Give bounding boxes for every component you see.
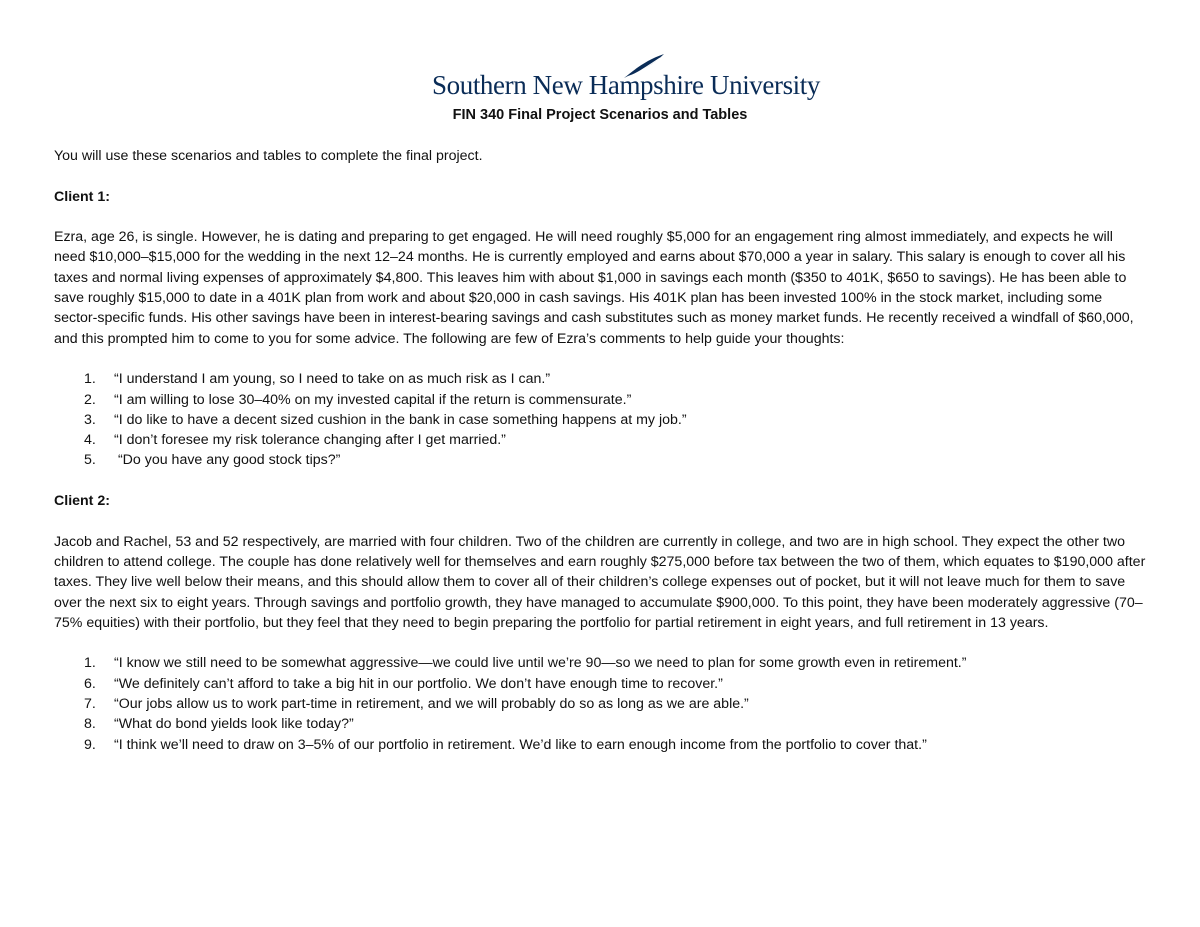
- intro-paragraph: You will use these scenarios and tables to complete the final project.: [54, 148, 483, 164]
- list-item: 4. “I don’t foresee my risk tolerance changing after I get married.”: [84, 432, 506, 449]
- list-item: 5. “Do you have any good stock tips?”: [84, 452, 341, 469]
- list-item: 8. “What do bond yields look like today?”: [84, 716, 354, 733]
- list-item: 1. “I understand I am young, so I need to take on as much risk as I can.”: [84, 371, 551, 388]
- list-item: 2. “I am willing to lose 30–40% on my invested capital if the return is commensurate.”: [84, 391, 632, 408]
- list-item: 6. “We definitely can’t afford to take a big hit in our portfolio. We don’t have enough time to recover.”: [84, 675, 723, 692]
- client1-heading: Client 1:: [54, 188, 110, 205]
- client2-paragraph: Jacob and Rachel, 53 and 52 respectively, are married with four children. Two of the children are currently in college, and two are in high school. They expect the other two children to attend college. The couple has done relatively well for themselves and earn roughly $275,000 before tax between the two of them, which equates to $190,000 after taxes. They live well below their means, and this should allow them to cover all of their children’s college expenses out of pocket, but it will not leave much for them to save over the next six to eight years. Through savings and portfolio growth, they have managed to accumulate $900,000. To this point, they have been moderately aggressive (70–75% equities) with their portfolio, but they feel that they need to begin preparing the portfolio for partial retirement in eight years, and full retirement in 13 years.: [54, 533, 1146, 631]
- list-item: 3. “I do like to have a decent sized cushion in the bank in case something happens at my job.”: [84, 411, 687, 428]
- document-body: [54, 146, 1146, 755]
- list-item: 7. “Our jobs allow us to work part-time in retirement, and we will probably do so as long as we are able.”: [84, 696, 749, 713]
- list-item: 9. “I think we’ll need to draw on 3–5% of our portfolio in retirement. We’d like to earn enough income from the portfolio to cover that.”: [84, 736, 927, 753]
- logo-text: Southern New Hampshire University: [432, 70, 820, 100]
- document-title: FIN 340 Final Project Scenarios and Tables: [452, 107, 748, 123]
- client1-paragraph: Ezra, age 26, is single. However, he is dating and preparing to get engaged. He will need roughly $5,000 for an engagement ring almost immediately, and expects he will need $10,000–$15,000 for the wedding in the next 12–24 months. He is currently employed and earns about $70,000 a year in salary. This salary is enough to cover all his taxes and normal living expenses of approximately $4,800. This leaves him with about $1,000 in savings each month ($350 to 401K, $650 to savings). He has been able to save roughly $15,000 to date in a 401K plan from work and about $20,000 in cash savings. His 401K plan has been invested 100% in the stock market, including some sector-specific funds. His other savings have been in interest-bearing savings and cash substitutes such as money market funds. He recently received a windfall of $60,000, and this prompted him to come to you for some advice. The following are few of Ezra’s comments to help guide your thoughts:: [54, 229, 1134, 347]
- list-item: 1. “I know we still need to be somewhat aggressive—we could live until we’re 90—so we need to plan for some growth even in retirement.”: [84, 655, 967, 672]
- university-logo: [432, 52, 820, 104]
- client2-heading: Client 2:: [54, 493, 110, 510]
- client2-comment-list: [54, 653, 1146, 754]
- client1-comment-list: [54, 369, 1146, 470]
